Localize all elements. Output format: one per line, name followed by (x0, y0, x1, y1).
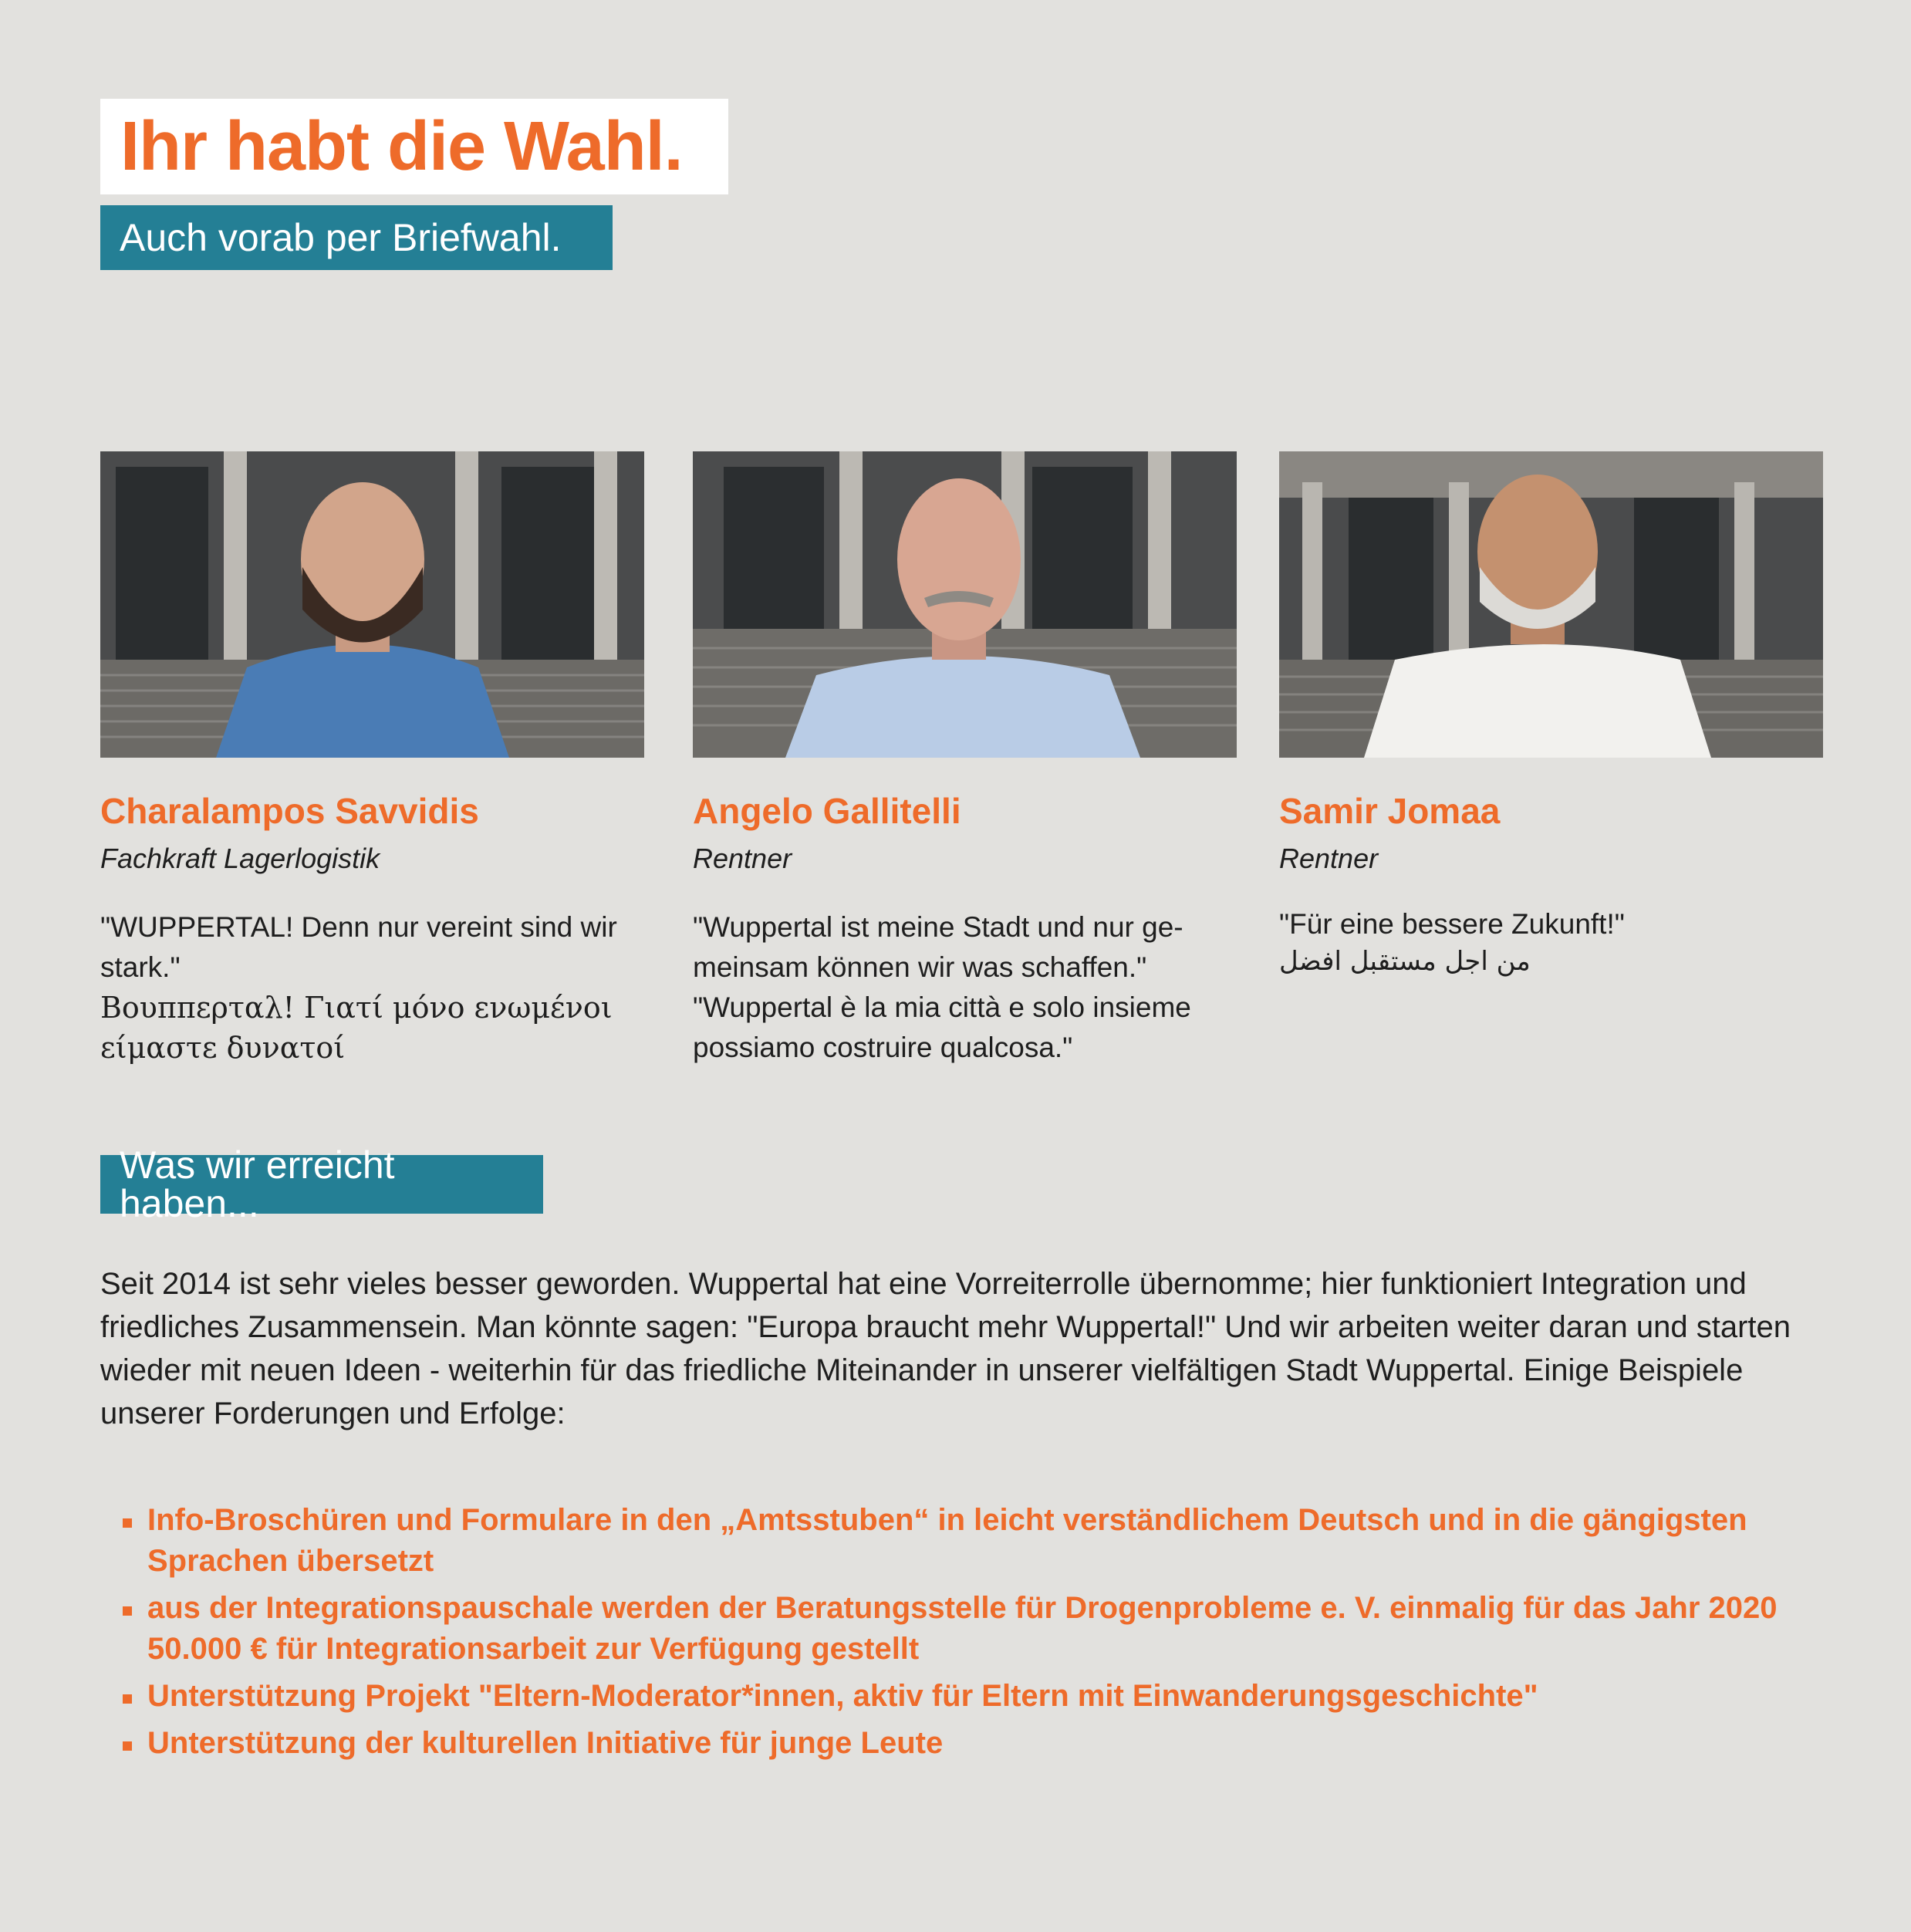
bullet-square-icon (123, 1694, 132, 1704)
list-item (120, 1723, 1840, 1764)
portrait-photo (693, 451, 1237, 758)
bullet-square-icon (123, 1518, 132, 1528)
person-quote: "Wuppertal ist meine Stadt und nur ge-meinsam können wir was schaffen." (693, 910, 1183, 983)
section-heading-banner (100, 1143, 543, 1225)
list-item-text: Info-Broschüren und Formulare in den „Amtsstuben“ in leicht verständlichem Deutsch und in die gängigsten Sprachen übersetzt (147, 1503, 1747, 1578)
person-card-gallitelli (693, 451, 1237, 1068)
person-role: Rentner (693, 842, 792, 874)
person-quote: "WUPPERTAL! Denn nur vereint sind wir stark." (100, 910, 617, 983)
person-name: Charalampos Savvidis (100, 791, 479, 831)
page-title: Ihr habt die Wahl. (120, 108, 683, 185)
person-quote-greek: Βουππερταλ! Γιατί μόνο ενωμένοι είμαστε δυνατοί (100, 990, 613, 1065)
person-role: Rentner (1279, 842, 1379, 874)
list-item-text: aus der Integrationspauschale werden der Beratungsstelle für Drogenprobleme e. V. einmalig für das Jahr 2020 50.000 € für Integrationsarbeit zur Verfügung gestellt (147, 1591, 1778, 1666)
list-item (120, 1676, 1840, 1717)
section-heading: Was wir erreicht haben... (120, 1143, 395, 1225)
bullet-square-icon (123, 1606, 132, 1616)
achievements-list (120, 1500, 1840, 1770)
person-quote: "Für eine bessere Zukunft!" (1279, 907, 1625, 940)
list-item (120, 1588, 1840, 1670)
list-item-text: Unterstützung der kulturellen Initiative für junge Leute (147, 1726, 944, 1760)
person-name: Angelo Gallitelli (693, 791, 961, 831)
person-name: Samir Jomaa (1279, 791, 1501, 831)
person-role: Fachkraft Lagerlogistik (100, 842, 380, 874)
page-subtitle: Auch vorab per Briefwahl. (120, 216, 562, 259)
title-banner (100, 99, 728, 194)
section-body: Seit 2014 ist sehr vieles besser geworden. Wuppertal hat eine Vorreiterrolle übernomme; hier funktioniert Integration und friedliches Zusammensein. Man könnte sagen: "Europa braucht mehr Wuppertal!" Und wir arbeiten weiter daran und starten wieder mit neuen Ideen - weiterhin für das friedliche Miteinander in unserer vielfältigen Stadt Wuppertal. Einige Beispiele unserer Forderungen und Erfolge: (100, 1267, 1791, 1430)
person-card-jomaa (1279, 451, 1823, 978)
list-item-text: Unterstützung Projekt "Eltern-Moderator*innen, aktiv für Eltern mit Einwanderungsgeschichte" (147, 1679, 1538, 1713)
person-quote-italian: "Wuppertal è la mia città e solo insieme possiamo costruire qualcosa." (693, 991, 1191, 1063)
portrait-photo (100, 451, 644, 758)
person-quote-arabic: من اجل مستقبل افضل (1279, 945, 1531, 977)
person-card-savvidis (100, 451, 644, 1068)
bullet-square-icon (123, 1741, 132, 1751)
portrait-photo (1279, 451, 1823, 758)
subtitle-banner (100, 205, 613, 270)
list-item (120, 1500, 1840, 1582)
